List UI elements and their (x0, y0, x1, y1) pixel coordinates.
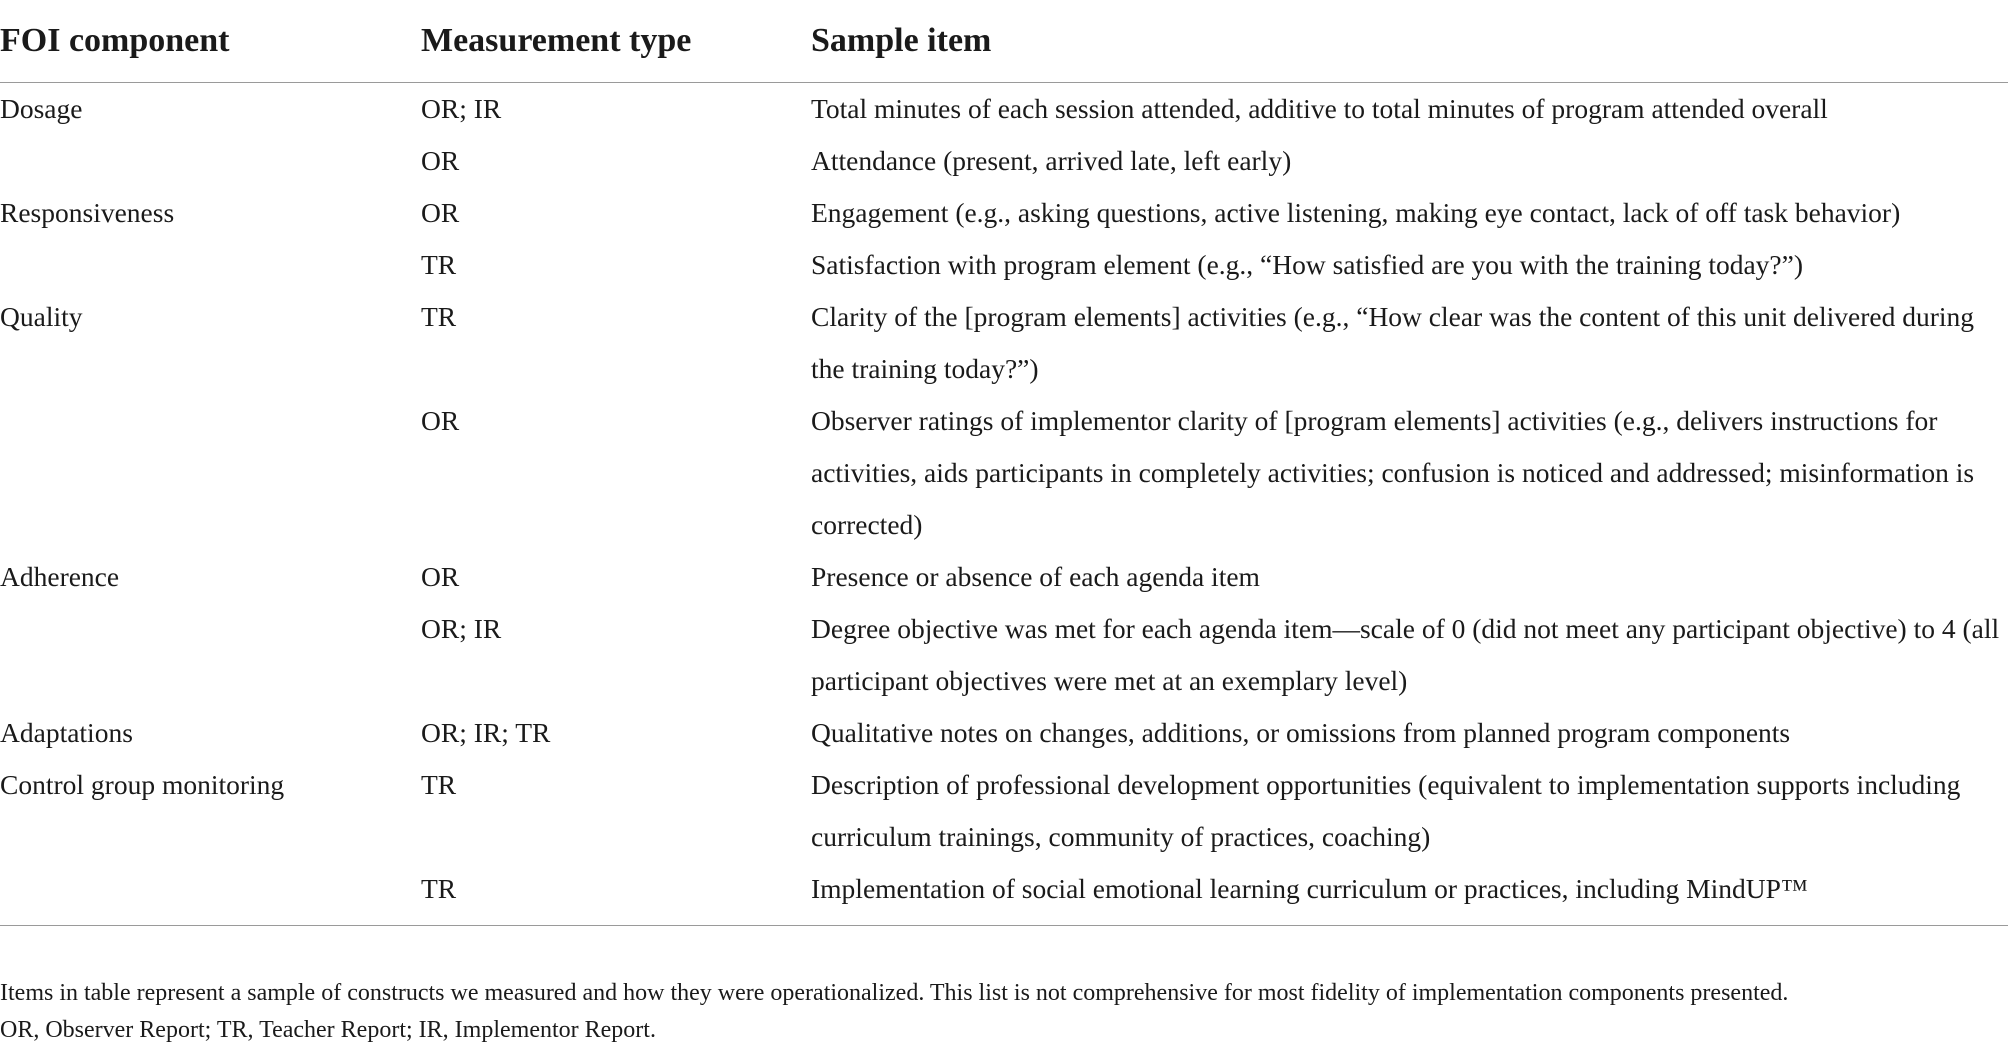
cell-type: OR (421, 197, 460, 228)
table-row (0, 551, 2008, 603)
cell-component (0, 135, 421, 187)
table-row (0, 707, 2008, 759)
header-measurement-type: Measurement type (421, 0, 811, 83)
table-row (0, 83, 2008, 136)
cell-type: OR (421, 145, 460, 176)
cell-type: TR (421, 249, 457, 280)
cell-type: TR (421, 863, 811, 926)
cell-component (0, 863, 421, 926)
cell-component: Adherence (0, 561, 120, 592)
cell-item: Implementation of social emotional learning curriculum or practices, including MindUP™ (811, 863, 2008, 926)
cell-type: OR (421, 405, 460, 436)
table-row (0, 291, 2008, 395)
cell-component: Dosage (0, 93, 83, 124)
cell-item: Satisfaction with program element (e.g., “How satisfied are you with the training today?”) (811, 249, 1803, 280)
header-foi-component: FOI component (0, 0, 421, 83)
footnote-line: Items in table represent a sample of constructs we measured and how they were operationalized. This list is not comprehensive for most fidelity of implementation components presented. (0, 980, 1789, 1006)
table-row (0, 187, 2008, 239)
header-sample-item: Sample item (811, 0, 2008, 83)
header-row (0, 0, 2008, 83)
cell-item: Qualitative notes on changes, additions, or omissions from planned program components (811, 717, 1791, 748)
cell-type: TR (421, 301, 457, 332)
cell-type: OR; IR; TR (421, 717, 551, 748)
cell-type: OR; IR (421, 93, 502, 124)
cell-type: OR (421, 561, 460, 592)
cell-item: Description of professional development opportunities (equivalent to implementation supports including curriculum trainings, community of practices, coaching) (811, 769, 1961, 852)
table-footnotes (0, 975, 2008, 1049)
cell-component: Responsiveness (0, 197, 175, 228)
cell-item: Degree objective was met for each agenda item—scale of 0 (did not meet any participant objective) to 4 (all participant objectives were met at an exemplary level) (811, 613, 2000, 696)
footnote-abbreviations: OR, Observer Report; TR, Teacher Report; IR, Implementor Report. (0, 1017, 656, 1043)
table-body (0, 83, 2008, 926)
table-row (0, 135, 2008, 187)
table-header (0, 0, 2008, 83)
table-row (0, 603, 2008, 707)
cell-component (0, 395, 421, 551)
cell-type: TR (421, 769, 457, 800)
table-row (0, 395, 2008, 551)
cell-item: Attendance (present, arrived late, left early) (811, 145, 1292, 176)
cell-item: Clarity of the [program elements] activities (e.g., “How clear was the content of this unit delivered during the training today?”) (811, 301, 1975, 384)
cell-component (0, 239, 421, 291)
cell-component: Control group monitoring (0, 769, 285, 800)
cell-component: Quality (0, 301, 83, 332)
cell-item: Engagement (e.g., asking questions, active listening, making eye contact, lack of off task behavior) (811, 197, 1901, 228)
cell-component (0, 603, 421, 707)
cell-component: Adaptations (0, 717, 133, 748)
table-row (0, 759, 2008, 863)
cell-item: Presence or absence of each agenda item (811, 561, 1260, 592)
table-row (0, 239, 2008, 291)
cell-type: OR; IR (421, 613, 502, 644)
cell-item: Total minutes of each session attended, additive to total minutes of program attended overall (811, 93, 1828, 124)
cell-item: Observer ratings of implementor clarity of [program elements] activities (e.g., delivers instructions for activities, aids participants in completely activities; confusion is noticed and addressed; misinformation is corrected) (811, 405, 1975, 540)
table-row (0, 863, 2008, 926)
